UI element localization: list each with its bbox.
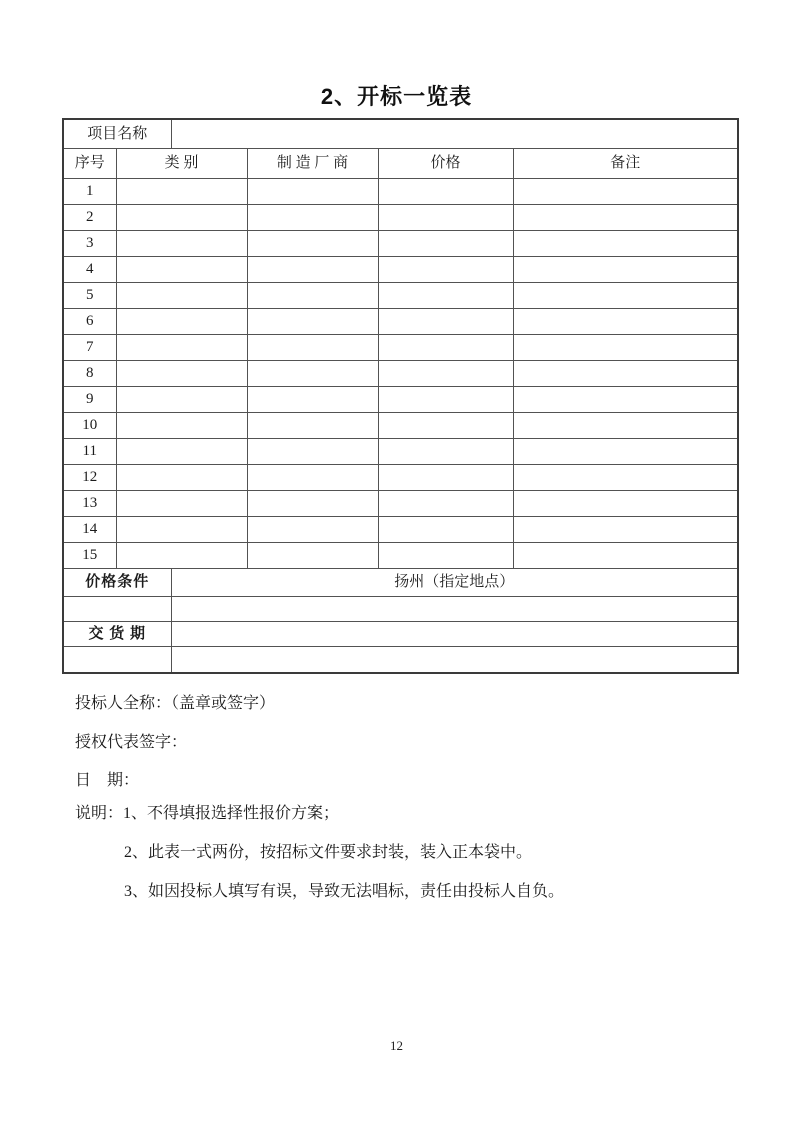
notes-block xyxy=(75,803,793,902)
table-row xyxy=(63,490,738,516)
row-number-cell: 11 xyxy=(63,438,116,464)
row-number-cell: 2 xyxy=(63,204,116,230)
category-cell xyxy=(116,516,247,542)
manufacturer-cell xyxy=(247,334,378,360)
category-cell xyxy=(116,360,247,386)
price-condition-value-cell: 扬州（指定地点） xyxy=(171,568,738,596)
blank-row xyxy=(63,596,738,621)
category-cell xyxy=(116,438,247,464)
manufacturer-cell xyxy=(247,412,378,438)
price-cell xyxy=(378,308,513,334)
blank-value-cell xyxy=(171,596,738,621)
category-cell xyxy=(116,204,247,230)
price-cell xyxy=(378,464,513,490)
table-row xyxy=(63,516,738,542)
price-cell xyxy=(378,334,513,360)
category-cell xyxy=(116,542,247,568)
row-number-cell: 8 xyxy=(63,360,116,386)
price-cell xyxy=(378,516,513,542)
column-header-category: 类 别 xyxy=(116,148,247,178)
table-row xyxy=(63,308,738,334)
note-line-3 xyxy=(75,881,793,902)
note-item-2: 2、此表一式两份，按招标文件要求封装，装入正本袋中。 xyxy=(124,844,533,861)
table-row xyxy=(63,412,738,438)
manufacturer-cell xyxy=(247,282,378,308)
price-cell xyxy=(378,282,513,308)
project-name-value-cell xyxy=(171,119,738,148)
remarks-cell xyxy=(513,438,738,464)
remarks-cell xyxy=(513,178,738,204)
table-row xyxy=(63,464,738,490)
row-number-cell: 14 xyxy=(63,516,116,542)
manufacturer-cell xyxy=(247,360,378,386)
price-cell xyxy=(378,438,513,464)
page-number: 12 xyxy=(390,1038,403,1053)
category-cell xyxy=(116,334,247,360)
blank-label-cell xyxy=(63,596,171,621)
category-cell xyxy=(116,464,247,490)
remarks-cell xyxy=(513,516,738,542)
date-line: 日 期： xyxy=(75,772,140,789)
table-row xyxy=(63,282,738,308)
remarks-cell xyxy=(513,256,738,282)
category-cell xyxy=(116,178,247,204)
price-cell xyxy=(378,178,513,204)
price-cell xyxy=(378,360,513,386)
table-row xyxy=(63,360,738,386)
remarks-cell xyxy=(513,334,738,360)
category-cell xyxy=(116,282,247,308)
row-number-cell: 6 xyxy=(63,308,116,334)
column-header-index: 序号 xyxy=(63,148,116,178)
remarks-cell xyxy=(513,282,738,308)
note-item-1: 1、不得填报选择性报价方案； xyxy=(123,805,340,822)
table-header-row xyxy=(63,148,738,178)
manufacturer-cell xyxy=(247,230,378,256)
category-cell xyxy=(116,412,247,438)
price-cell xyxy=(378,386,513,412)
remarks-cell xyxy=(513,386,738,412)
row-number-cell: 5 xyxy=(63,282,116,308)
price-cell xyxy=(378,412,513,438)
delivery-period-label-cell: 交 货 期 xyxy=(63,621,171,646)
table-row xyxy=(63,542,738,568)
column-header-remarks: 备注 xyxy=(513,148,738,178)
manufacturer-cell xyxy=(247,178,378,204)
price-cell xyxy=(378,542,513,568)
column-header-manufacturer: 制 造 厂 商 xyxy=(247,148,378,178)
note-line-1 xyxy=(75,803,793,824)
row-number-cell: 12 xyxy=(63,464,116,490)
category-cell xyxy=(116,490,247,516)
remarks-cell xyxy=(513,490,738,516)
manufacturer-cell xyxy=(247,386,378,412)
table-row xyxy=(63,256,738,282)
row-number-cell: 4 xyxy=(63,256,116,282)
remarks-cell xyxy=(513,360,738,386)
manufacturer-cell xyxy=(247,308,378,334)
row-number-cell: 7 xyxy=(63,334,116,360)
table-row xyxy=(63,334,738,360)
authorized-representative-line: 授权代表签字： xyxy=(75,734,188,751)
row-number-cell: 15 xyxy=(63,542,116,568)
price-condition-row xyxy=(63,568,738,596)
remarks-cell xyxy=(513,230,738,256)
manufacturer-cell xyxy=(247,256,378,282)
manufacturer-cell xyxy=(247,464,378,490)
remarks-cell xyxy=(513,308,738,334)
table-row xyxy=(63,386,738,412)
notes-label: 说明： xyxy=(75,805,124,822)
row-number-cell: 13 xyxy=(63,490,116,516)
row-number-cell: 3 xyxy=(63,230,116,256)
row-number-cell: 1 xyxy=(63,178,116,204)
note-item-3: 3、如因投标人填写有误，导致无法唱标，责任由投标人自负。 xyxy=(124,883,565,900)
signature-block xyxy=(75,693,793,791)
price-cell xyxy=(378,256,513,282)
blank-row xyxy=(63,646,738,673)
remarks-cell xyxy=(513,464,738,490)
remarks-cell xyxy=(513,542,738,568)
row-number-cell: 10 xyxy=(63,412,116,438)
project-name-label-cell: 项目名称 xyxy=(63,119,171,148)
note-line-2 xyxy=(75,842,793,863)
bid-opening-table xyxy=(62,118,739,674)
price-condition-label-cell: 价格条件 xyxy=(63,568,171,596)
table-row xyxy=(63,178,738,204)
page-title: 2、开标一览表 xyxy=(320,84,473,109)
manufacturer-cell xyxy=(247,204,378,230)
bidder-full-name-line: 投标人全称：（盖章或签字） xyxy=(75,695,276,712)
manufacturer-cell xyxy=(247,542,378,568)
table-row xyxy=(63,204,738,230)
blank-label-cell xyxy=(63,646,171,673)
manufacturer-cell xyxy=(247,438,378,464)
category-cell xyxy=(116,230,247,256)
price-cell xyxy=(378,204,513,230)
delivery-period-value-cell xyxy=(171,621,738,646)
category-cell xyxy=(116,386,247,412)
price-cell xyxy=(378,490,513,516)
remarks-cell xyxy=(513,412,738,438)
column-header-price: 价格 xyxy=(378,148,513,178)
remarks-cell xyxy=(513,204,738,230)
blank-value-cell xyxy=(171,646,738,673)
row-number-cell: 9 xyxy=(63,386,116,412)
price-cell xyxy=(378,230,513,256)
category-cell xyxy=(116,256,247,282)
category-cell xyxy=(116,308,247,334)
manufacturer-cell xyxy=(247,490,378,516)
project-name-row xyxy=(63,119,738,148)
table-row xyxy=(63,438,738,464)
delivery-period-row xyxy=(63,621,738,646)
table-row xyxy=(63,230,738,256)
manufacturer-cell xyxy=(247,516,378,542)
